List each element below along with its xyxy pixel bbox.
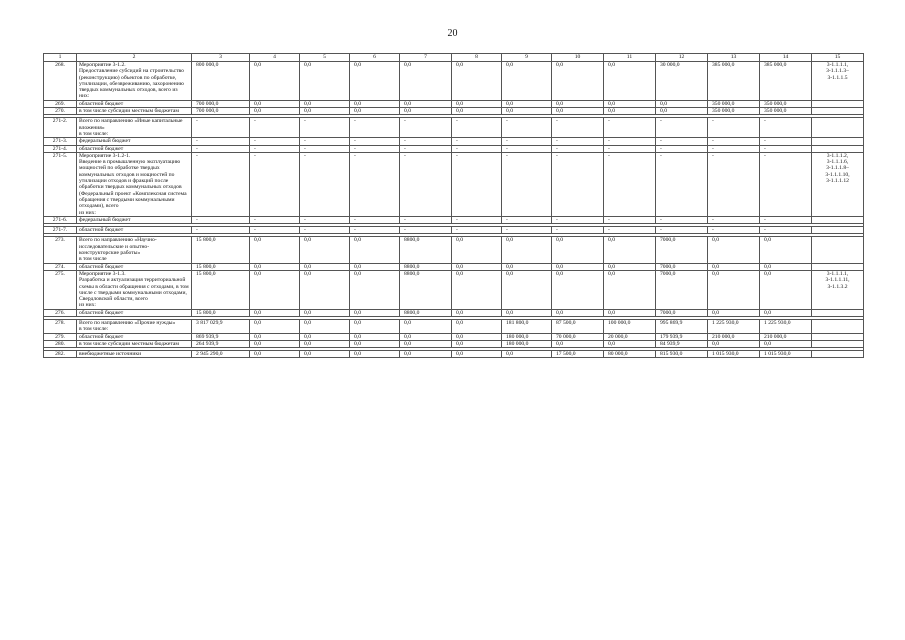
amount-cell: 100 000,0 (604, 319, 656, 333)
amount-cell: 350 000,0 (708, 108, 760, 115)
amount-cell: - (400, 216, 452, 223)
target-ref-cell: 3-1.1.1.1, 3-1.1.1.11, 3-1.1.3.2 (812, 270, 864, 309)
row-number-cell: 268. (44, 62, 77, 101)
amount-cell: - (604, 138, 656, 145)
amount-cell: 0,0 (250, 270, 300, 309)
description-cell: областной бюджет (77, 309, 192, 316)
description-cell: областной бюджет (77, 100, 192, 107)
amount-cell: - (452, 227, 502, 234)
target-ref-cell (812, 118, 864, 138)
table-row (44, 138, 864, 145)
amount-cell: 0,0 (708, 309, 760, 316)
amount-cell: 0,0 (760, 237, 812, 263)
amount-cell: 0,0 (452, 333, 502, 340)
row-number-cell: 279. (44, 333, 77, 340)
table-row (44, 333, 864, 340)
amount-cell: 0,0 (300, 100, 350, 107)
amount-cell: 0,0 (350, 62, 400, 101)
amount-cell: - (300, 152, 350, 216)
amount-cell: 0,0 (552, 62, 604, 101)
amount-cell: 87 500,0 (552, 319, 604, 333)
target-ref-cell (812, 108, 864, 115)
amount-cell: - (400, 152, 452, 216)
table-row (44, 340, 864, 347)
target-ref-cell (812, 333, 864, 340)
amount-cell: 0,0 (350, 309, 400, 316)
target-ref-cell: 3-1.1.1.2, 3-1.1.1.6, 3-1.1.1.8– 3-1.1.1.10, 3-1.1.1.12 (812, 152, 864, 216)
amount-cell: 0,0 (300, 340, 350, 347)
amount-cell: 0,0 (300, 108, 350, 115)
amount-cell: 0,0 (760, 270, 812, 309)
amount-cell: 350 000,0 (760, 108, 812, 115)
target-ref-cell (812, 309, 864, 316)
amount-cell: 0,0 (400, 62, 452, 101)
amount-cell: 0,0 (552, 100, 604, 107)
amount-cell: - (192, 118, 250, 138)
description-cell: федеральный бюджет (77, 138, 192, 145)
amount-cell: 15 800,0 (192, 309, 250, 316)
amount-cell: - (760, 138, 812, 145)
amount-cell: 0,0 (400, 319, 452, 333)
amount-cell: 0,0 (350, 333, 400, 340)
amount-cell: 0,0 (452, 263, 502, 270)
amount-cell: 0,0 (604, 263, 656, 270)
amount-cell: - (400, 138, 452, 145)
amount-cell: 0,0 (604, 270, 656, 309)
target-ref-cell (812, 237, 864, 263)
amount-cell: 0,0 (604, 237, 656, 263)
amount-cell: - (502, 216, 552, 223)
amount-cell: - (760, 145, 812, 152)
amount-cell: 0,0 (250, 309, 300, 316)
amount-cell: - (452, 118, 502, 138)
amount-cell: 0,0 (552, 237, 604, 263)
amount-cell: 0,0 (250, 263, 300, 270)
amount-cell: - (300, 216, 350, 223)
amount-cell: - (708, 227, 760, 234)
amount-cell: 7000,0 (656, 270, 708, 309)
amount-cell: - (656, 152, 708, 216)
amount-cell: 0,0 (552, 263, 604, 270)
amount-cell: - (656, 216, 708, 223)
amount-cell: 8800,0 (400, 263, 452, 270)
amount-cell: 180 000,0 (502, 340, 552, 347)
amount-cell: 7000,0 (656, 263, 708, 270)
amount-cell: 0,0 (708, 237, 760, 263)
table-row (44, 100, 864, 107)
amount-cell: 0,0 (250, 333, 300, 340)
amount-cell: - (552, 152, 604, 216)
amount-cell: 0,0 (502, 309, 552, 316)
description-cell: областной бюджет (77, 145, 192, 152)
amount-cell: - (552, 118, 604, 138)
table-row (44, 152, 864, 216)
amount-cell: - (708, 138, 760, 145)
amount-cell: 869 939,9 (192, 333, 250, 340)
amount-cell: 0,0 (350, 340, 400, 347)
amount-cell: 20 000,0 (604, 333, 656, 340)
amount-cell: 0,0 (604, 100, 656, 107)
amount-cell: - (250, 227, 300, 234)
amount-cell: 0,0 (502, 237, 552, 263)
amount-cell: 0,0 (604, 108, 656, 115)
amount-cell: 995 869,9 (656, 319, 708, 333)
table-row (44, 263, 864, 270)
amount-cell: 70 000,0 (552, 333, 604, 340)
amount-cell: - (350, 227, 400, 234)
description-cell: областной бюджет (77, 333, 192, 340)
column-header: 3 (192, 54, 250, 62)
amount-cell: 15 800,0 (192, 237, 250, 263)
amount-cell: 0,0 (300, 263, 350, 270)
description-cell: Мероприятие 3-1.3. Разработка и актуализация территориальной схемы в области обращения с отходами, в том числе с твердыми коммунальными отходами, Свердловской области, всего из них: (77, 270, 192, 309)
amount-cell: 0,0 (350, 108, 400, 115)
description-cell: Всего по направлению «Прочие нужды» в том числе: (77, 319, 192, 333)
amount-cell: 0,0 (502, 100, 552, 107)
amount-cell: 0,0 (400, 340, 452, 347)
amount-cell: - (760, 118, 812, 138)
amount-cell: 0,0 (452, 270, 502, 309)
amount-cell: 180 000,0 (502, 333, 552, 340)
description-cell: в том числе субсидии местным бюджетам (77, 340, 192, 347)
row-number-cell: 269. (44, 100, 77, 107)
amount-cell: 84 939,9 (656, 340, 708, 347)
amount-cell: - (400, 227, 452, 234)
target-ref-cell (812, 319, 864, 333)
target-ref-cell (812, 145, 864, 152)
target-ref-cell (812, 138, 864, 145)
amount-cell: 700 000,0 (192, 100, 250, 107)
amount-cell: 800 000,0 (192, 62, 250, 101)
row-number-cell: 276. (44, 309, 77, 316)
table-row (44, 216, 864, 223)
amount-cell: 0,0 (250, 340, 300, 347)
amount-cell: 0,0 (250, 108, 300, 115)
row-number-cell: 271-5. (44, 152, 77, 216)
amount-cell: 0,0 (604, 309, 656, 316)
amount-cell: - (604, 145, 656, 152)
amount-cell: 0,0 (452, 108, 502, 115)
row-number-cell: 275. (44, 270, 77, 309)
row-number-cell: 271-2. (44, 118, 77, 138)
amount-cell: - (502, 118, 552, 138)
description-cell: Мероприятие 3-1.2-1. Введение в промышленную эксплуатацию мощностей по обработке твердых коммунальных отходов и мощностей по утилизации отходов и фракций после обработки твердых коммунальных отходов (Федеральный проект «Комплексная система обращения с твердыми коммунальными отходами), всего из них: (77, 152, 192, 216)
amount-cell: 0,0 (300, 270, 350, 309)
amount-cell: 0,0 (502, 62, 552, 101)
amount-cell: 0,0 (552, 108, 604, 115)
target-ref-cell (812, 263, 864, 270)
amount-cell: - (452, 145, 502, 152)
amount-cell: 15 800,0 (192, 270, 250, 309)
table-row (44, 351, 864, 358)
amount-cell: - (708, 145, 760, 152)
amount-cell: - (760, 216, 812, 223)
amount-cell: - (192, 227, 250, 234)
description-cell: областной бюджет (77, 263, 192, 270)
page-number: 20 (447, 28, 458, 39)
row-number-cell: 271-6. (44, 216, 77, 223)
amount-cell: 0,0 (350, 319, 400, 333)
amount-cell: 0,0 (708, 340, 760, 347)
amount-cell: - (502, 227, 552, 234)
amount-cell: 15 800,0 (192, 263, 250, 270)
target-ref-cell (812, 216, 864, 223)
amount-cell: 700 000,0 (192, 108, 250, 115)
row-number-cell: 280. (44, 340, 77, 347)
table-row (44, 227, 864, 234)
amount-cell: 210 000,0 (708, 333, 760, 340)
amount-cell: 264 939,9 (192, 340, 250, 347)
amount-cell: 0,0 (250, 351, 300, 358)
amount-cell: 0,0 (760, 340, 812, 347)
amount-cell: 0,0 (350, 263, 400, 270)
amount-cell: - (452, 138, 502, 145)
amount-cell: 1 225 930,0 (708, 319, 760, 333)
amount-cell: - (604, 227, 656, 234)
amount-cell: - (760, 227, 812, 234)
amount-cell: 0,0 (452, 237, 502, 263)
amount-cell: - (250, 118, 300, 138)
amount-cell: - (192, 152, 250, 216)
amount-cell: 0,0 (350, 100, 400, 107)
amount-cell: 0,0 (350, 270, 400, 309)
amount-cell: 0,0 (604, 62, 656, 101)
row-number-cell: 271-7. (44, 227, 77, 234)
description-cell: Всего по направлению «Иные капитальные вложения» в том числе: (77, 118, 192, 138)
amount-cell: - (656, 118, 708, 138)
table-row (44, 108, 864, 115)
description-cell: Мероприятие 3-1.2. Предоставление субсидий на строительство (реконструкцию) объектов по обработке, утилизации, обезвреживанию, захоронению твердых коммунальных отходов, всего из них: (77, 62, 192, 101)
amount-cell: 350 000,0 (760, 100, 812, 107)
amount-cell: - (502, 145, 552, 152)
amount-cell: 0,0 (300, 333, 350, 340)
amount-cell: - (350, 138, 400, 145)
amount-cell: - (350, 216, 400, 223)
description-cell: федеральный бюджет (77, 216, 192, 223)
table-row (44, 270, 864, 309)
amount-cell: 0,0 (250, 100, 300, 107)
amount-cell: 0,0 (400, 100, 452, 107)
amount-cell: - (552, 216, 604, 223)
amount-cell: 0,0 (300, 319, 350, 333)
row-number-cell: 270. (44, 108, 77, 115)
column-header: 14 (760, 54, 812, 62)
target-ref-cell (812, 100, 864, 107)
amount-cell: - (250, 138, 300, 145)
amount-cell: - (708, 152, 760, 216)
row-number-cell: 278. (44, 319, 77, 333)
amount-cell: 0,0 (656, 100, 708, 107)
amount-cell: - (300, 118, 350, 138)
amount-cell: 0,0 (300, 309, 350, 316)
amount-cell: 0,0 (452, 340, 502, 347)
amount-cell: - (350, 118, 400, 138)
row-number-cell: 274. (44, 263, 77, 270)
header-row (44, 54, 864, 62)
amount-cell: 0,0 (250, 237, 300, 263)
amount-cell: 2 945 290,0 (192, 351, 250, 358)
amount-cell: 17 500,0 (552, 351, 604, 358)
amount-cell: 350 000,0 (708, 100, 760, 107)
amount-cell: - (250, 145, 300, 152)
amount-cell: 80 000,0 (604, 351, 656, 358)
amount-cell: 0,0 (708, 270, 760, 309)
column-header: 12 (656, 54, 708, 62)
description-cell: внебюджетные источники (77, 351, 192, 358)
row-number-cell: 271-4. (44, 145, 77, 152)
amount-cell: - (192, 216, 250, 223)
column-header: 4 (250, 54, 300, 62)
amount-cell: 7000,0 (656, 237, 708, 263)
amount-cell: - (250, 216, 300, 223)
amount-cell: 0,0 (656, 108, 708, 115)
amount-cell: 179 939,9 (656, 333, 708, 340)
amount-cell: - (708, 118, 760, 138)
amount-cell: 181 800,0 (502, 319, 552, 333)
amount-cell: 0,0 (502, 263, 552, 270)
amount-cell: 0,0 (552, 340, 604, 347)
amount-cell: - (300, 227, 350, 234)
column-header: 11 (604, 54, 656, 62)
amount-cell: 0,0 (452, 319, 502, 333)
amount-cell: 0,0 (552, 270, 604, 309)
description-cell: областной бюджет (77, 227, 192, 234)
amount-cell: - (656, 138, 708, 145)
row-number-cell: 271-3. (44, 138, 77, 145)
amount-cell: 0,0 (400, 351, 452, 358)
table-row (44, 62, 864, 101)
amount-cell: 8800,0 (400, 237, 452, 263)
amount-cell: 0,0 (760, 263, 812, 270)
amount-cell: 8800,0 (400, 270, 452, 309)
amount-cell: - (604, 216, 656, 223)
amount-cell: 0,0 (502, 351, 552, 358)
table-row (44, 145, 864, 152)
amount-cell: 0,0 (604, 340, 656, 347)
table-row (44, 309, 864, 316)
amount-cell: - (502, 152, 552, 216)
column-header: 13 (708, 54, 760, 62)
amount-cell: - (350, 152, 400, 216)
amount-cell: - (760, 152, 812, 216)
amount-cell: 385 000,0 (708, 62, 760, 101)
amount-cell: - (552, 138, 604, 145)
amount-cell: - (192, 145, 250, 152)
amount-cell: - (192, 138, 250, 145)
amount-cell: 0,0 (300, 351, 350, 358)
amount-cell: 0,0 (300, 62, 350, 101)
target-ref-cell (812, 227, 864, 234)
table-row (44, 118, 864, 138)
amount-cell: 0,0 (400, 108, 452, 115)
amount-cell: 385 000,0 (760, 62, 812, 101)
amount-cell: - (250, 152, 300, 216)
amount-cell: 0,0 (400, 333, 452, 340)
amount-cell: 0,0 (708, 263, 760, 270)
column-header: 9 (502, 54, 552, 62)
amount-cell: 0,0 (452, 309, 502, 316)
amount-cell: 1 015 930,0 (708, 351, 760, 358)
amount-cell: - (502, 138, 552, 145)
column-header: 15 (812, 54, 864, 62)
amount-cell: 0,0 (452, 351, 502, 358)
amount-cell: 30 000,0 (656, 62, 708, 101)
amount-cell: - (300, 145, 350, 152)
column-header: 6 (350, 54, 400, 62)
amount-cell: 1 225 930,0 (760, 319, 812, 333)
amount-cell: - (656, 145, 708, 152)
amount-cell: 210 000,0 (760, 333, 812, 340)
amount-cell: 1 015 930,0 (760, 351, 812, 358)
amount-cell: - (452, 152, 502, 216)
row-number-cell: 282. (44, 351, 77, 358)
amount-cell: 0,0 (502, 270, 552, 309)
target-ref-cell (812, 340, 864, 347)
column-header: 1 (44, 54, 77, 62)
amount-cell: 0,0 (452, 100, 502, 107)
amount-cell: 8800,0 (400, 309, 452, 316)
amount-cell: 3 817 029,9 (192, 319, 250, 333)
amount-cell: - (350, 145, 400, 152)
amount-cell: 0,0 (502, 108, 552, 115)
table-row (44, 319, 864, 333)
column-header: 2 (77, 54, 192, 62)
column-header: 8 (452, 54, 502, 62)
amount-cell: 0,0 (250, 319, 300, 333)
amount-cell: - (400, 145, 452, 152)
amount-cell: 0,0 (452, 62, 502, 101)
amount-cell: 0,0 (760, 309, 812, 316)
table-row (44, 237, 864, 263)
amount-cell: - (604, 152, 656, 216)
amount-cell: 815 930,0 (656, 351, 708, 358)
amount-cell: - (552, 145, 604, 152)
amount-cell: - (656, 227, 708, 234)
amount-cell: - (604, 118, 656, 138)
column-header: 10 (552, 54, 604, 62)
amount-cell: 0,0 (552, 309, 604, 316)
amount-cell: - (452, 216, 502, 223)
description-cell: Всего по направлению «Научно-исследовательские и опытно-конструкторские работы» в том числе (77, 237, 192, 263)
amount-cell: 0,0 (250, 62, 300, 101)
row-number-cell: 273. (44, 237, 77, 263)
amount-cell: 7000,0 (656, 309, 708, 316)
amount-cell: - (708, 216, 760, 223)
amount-cell: 0,0 (350, 351, 400, 358)
amount-cell: - (400, 118, 452, 138)
budget-table (43, 53, 864, 358)
description-cell: в том числе субсидии местным бюджетам (77, 108, 192, 115)
target-ref-cell: 3-1.1.1.1, 3-1.1.1.3– 3-1.1.1.5 (812, 62, 864, 101)
amount-cell: 0,0 (300, 237, 350, 263)
table-body (44, 62, 864, 358)
column-header: 5 (300, 54, 350, 62)
amount-cell: 0,0 (350, 237, 400, 263)
amount-cell: - (552, 227, 604, 234)
column-header: 7 (400, 54, 452, 62)
amount-cell: - (300, 138, 350, 145)
target-ref-cell (812, 351, 864, 358)
